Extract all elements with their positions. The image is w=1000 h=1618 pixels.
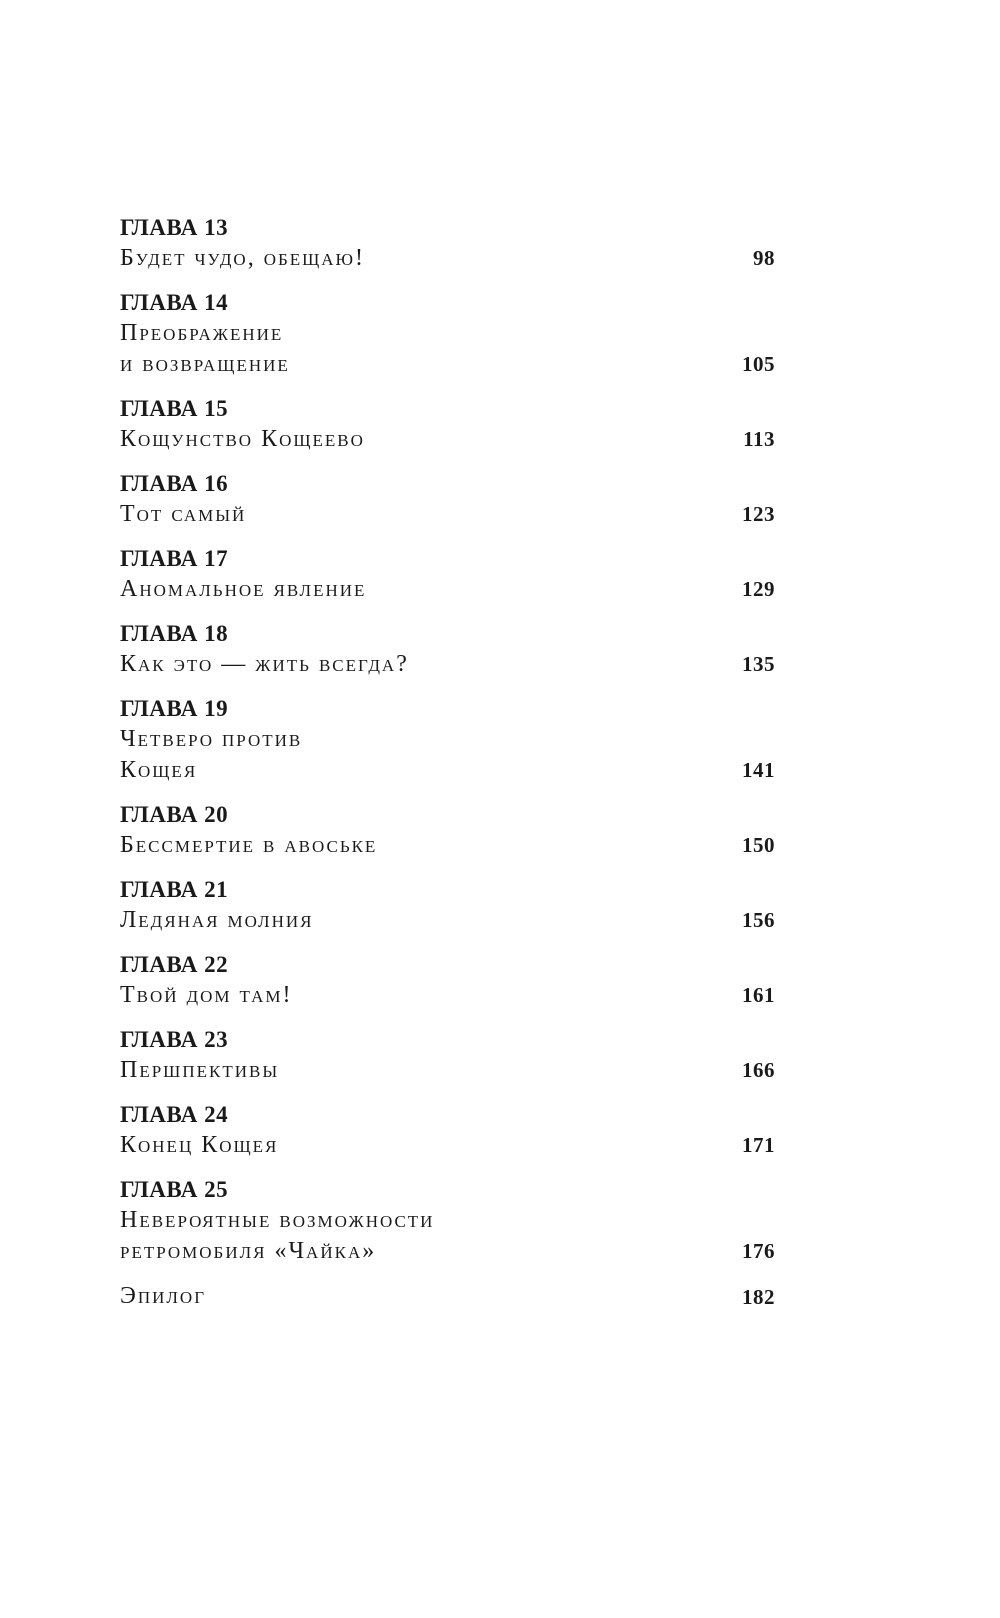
toc-entry [120, 693, 775, 786]
page-number: 171 [742, 1133, 775, 1157]
toc-entry-epilogue [120, 1280, 775, 1313]
toc-entry [120, 287, 775, 380]
page-number: 98 [753, 246, 775, 270]
page-number: 182 [742, 1285, 775, 1309]
chapter-title-line [120, 755, 775, 786]
chapter-title-line [120, 574, 775, 605]
chapter-title-text: Бессмертие в авоське [120, 832, 378, 858]
toc-entry [120, 799, 775, 861]
table-of-contents [120, 212, 775, 1326]
chapter-label: ГЛАВА 23 [120, 1027, 229, 1052]
page-number: 156 [742, 908, 775, 932]
chapter-title-text: Ледяная молния [120, 907, 314, 933]
chapter-title-line [120, 499, 775, 530]
chapter-label: ГЛАВА 17 [120, 546, 229, 571]
page-number: 113 [743, 427, 775, 451]
chapter-label: ГЛАВА 22 [120, 952, 229, 977]
page-number: 166 [742, 1058, 775, 1082]
toc-entry [120, 1099, 775, 1161]
chapter-title-line [120, 424, 775, 455]
chapter-title-line [120, 1236, 775, 1267]
page-number: 161 [742, 983, 775, 1007]
page-number: 141 [742, 758, 775, 782]
chapter-title-line [120, 1130, 775, 1161]
toc-entry [120, 543, 775, 605]
chapter-title-text: Четверо против [120, 726, 303, 752]
page-number: 129 [742, 577, 775, 601]
chapter-label: ГЛАВА 18 [120, 621, 229, 646]
chapter-title-text: и возвращение [120, 351, 290, 377]
toc-entry [120, 949, 775, 1011]
chapter-title-line [120, 649, 775, 680]
chapter-title-line [120, 1205, 775, 1236]
chapter-label: ГЛАВА 14 [120, 290, 229, 315]
chapter-title-text: Преображение [120, 320, 284, 346]
toc-entry [120, 874, 775, 936]
toc-entry [120, 1174, 775, 1267]
toc-entry [120, 393, 775, 455]
chapter-label: ГЛАВА 24 [120, 1102, 229, 1127]
chapter-title-line [120, 1280, 775, 1313]
chapter-label: ГЛАВА 19 [120, 696, 229, 721]
chapter-title-line [120, 318, 775, 349]
page-number: 123 [742, 502, 775, 526]
chapter-title-text: Тот самый [120, 501, 247, 527]
chapter-title-text: Кощея [120, 757, 198, 783]
chapter-label: ГЛАВА 15 [120, 396, 229, 421]
chapter-label: ГЛАВА 21 [120, 877, 229, 902]
chapter-label: ГЛАВА 25 [120, 1177, 229, 1202]
chapter-title-text: Будет чудо, обещаю! [120, 245, 366, 271]
toc-entry [120, 212, 775, 274]
page-number: 150 [742, 833, 775, 857]
chapter-title-text: Першпективы [120, 1057, 280, 1083]
chapter-title-line [120, 1055, 775, 1086]
chapter-title-line [120, 980, 775, 1011]
chapter-title-text: Аномальное явление [120, 576, 367, 602]
chapter-title-line [120, 905, 775, 936]
toc-entry [120, 468, 775, 530]
chapter-title-line [120, 349, 775, 380]
chapter-title-line [120, 724, 775, 755]
chapter-title-text: Как это — жить всегда? [120, 651, 409, 677]
chapter-title-text: Эпилог [120, 1283, 207, 1309]
chapter-label: ГЛАВА 16 [120, 471, 229, 496]
chapter-title-line [120, 830, 775, 861]
page-number: 176 [742, 1239, 775, 1263]
chapter-title-line [120, 243, 775, 274]
chapter-title-text: Твой дом там! [120, 982, 293, 1008]
chapter-label: ГЛАВА 13 [120, 215, 229, 240]
toc-entry [120, 1024, 775, 1086]
chapter-title-text: Конец Кощея [120, 1132, 279, 1158]
chapter-title-text: Невероятные возможности [120, 1207, 435, 1233]
page-number: 105 [742, 352, 775, 376]
chapter-title-text: Кощунство Кощеево [120, 426, 365, 452]
chapter-label: ГЛАВА 20 [120, 802, 229, 827]
chapter-title-text: ретромобиля «Чайка» [120, 1238, 377, 1264]
page-number: 135 [742, 652, 775, 676]
toc-entry [120, 618, 775, 680]
